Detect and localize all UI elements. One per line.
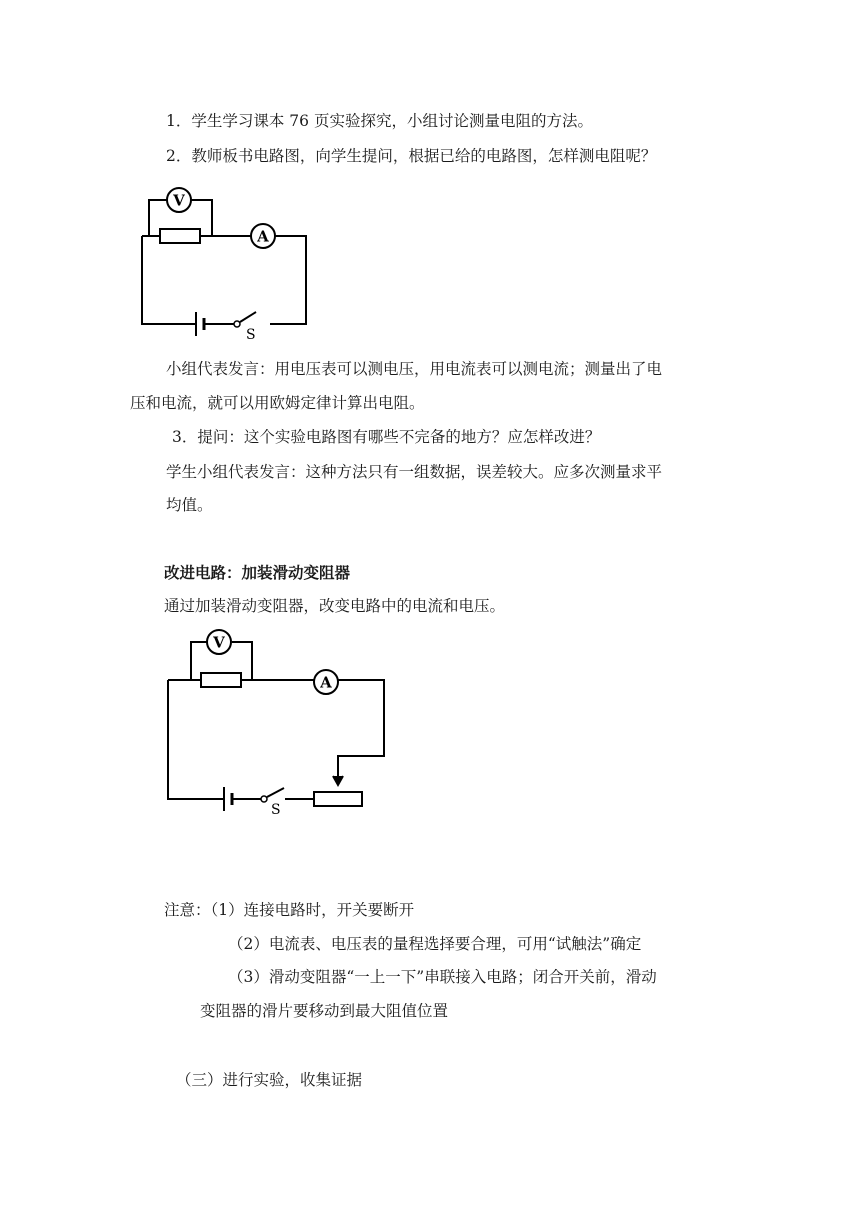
ammeter-label: A [320,673,332,692]
switch-label: S [271,802,281,818]
resistor-icon [160,229,200,243]
switch-label: S [246,327,256,343]
section-heading: 改进电路：加装滑动变阻器 [164,564,351,582]
switch-icon [261,796,267,802]
student-rep-statement: 学生小组代表发言：这种方法只有一组数据，误差较大。应多次测量求平 [166,463,663,481]
voltmeter-label: V [213,633,225,652]
switch-icon [240,312,256,322]
group-rep-statement: 小组代表发言：用电压表可以测电压，用电流表可以测电流；测量出了电 [166,360,663,378]
circuit-diagram-improved [160,625,392,825]
voltmeter-icon [167,188,191,212]
ammeter-icon [251,224,275,248]
wire [168,680,224,799]
step-3-text: 3．提问：这个实验电路图有哪些不完备的地方？应怎样改进？ [172,428,601,446]
voltmeter-wire [191,642,207,680]
student-rep-statement-cont: 均值。 [166,496,213,514]
rheostat-icon [314,792,362,806]
slider-arrow-icon [333,776,343,785]
group-rep-statement-cont: 压和电流，就可以用欧姆定律计算出电阻。 [130,394,425,412]
step-2-text: 2．教师板书电路图，向学生提问，根据已给的电路图，怎样测电阻呢？ [166,147,657,165]
switch-icon [267,788,284,797]
voltmeter-label: V [173,191,185,210]
circuit-diagram-basic [128,178,318,348]
note-2: （2）电流表、电压表的量程选择要合理，可用“试触法”确定 [228,935,642,953]
wire [142,236,196,324]
note-1: 注意：（1）连接电路时，开关要断开 [164,901,415,919]
wire [338,680,384,783]
switch-icon [234,321,240,327]
ammeter-icon [314,670,338,694]
note-3-cont: 变阻器的滑片要移动到最大阻值位置 [200,1002,449,1020]
voltmeter-icon [207,630,231,654]
note-3: （3）滑动变阻器“一上一下”串联接入电路；闭合开关前，滑动 [228,968,657,986]
voltmeter-wire [149,200,167,236]
step-1-text: 1．学生学习课本 76 页实验探究，小组讨论测量电阻的方法。 [166,112,593,130]
section-title: （三）进行实验，收集证据 [176,1071,363,1089]
improvement-text: 通过加装滑动变阻器，改变电路中的电流和电压。 [164,597,506,615]
ammeter-label: A [257,227,269,246]
resistor-icon [201,673,241,687]
wire [270,236,306,324]
